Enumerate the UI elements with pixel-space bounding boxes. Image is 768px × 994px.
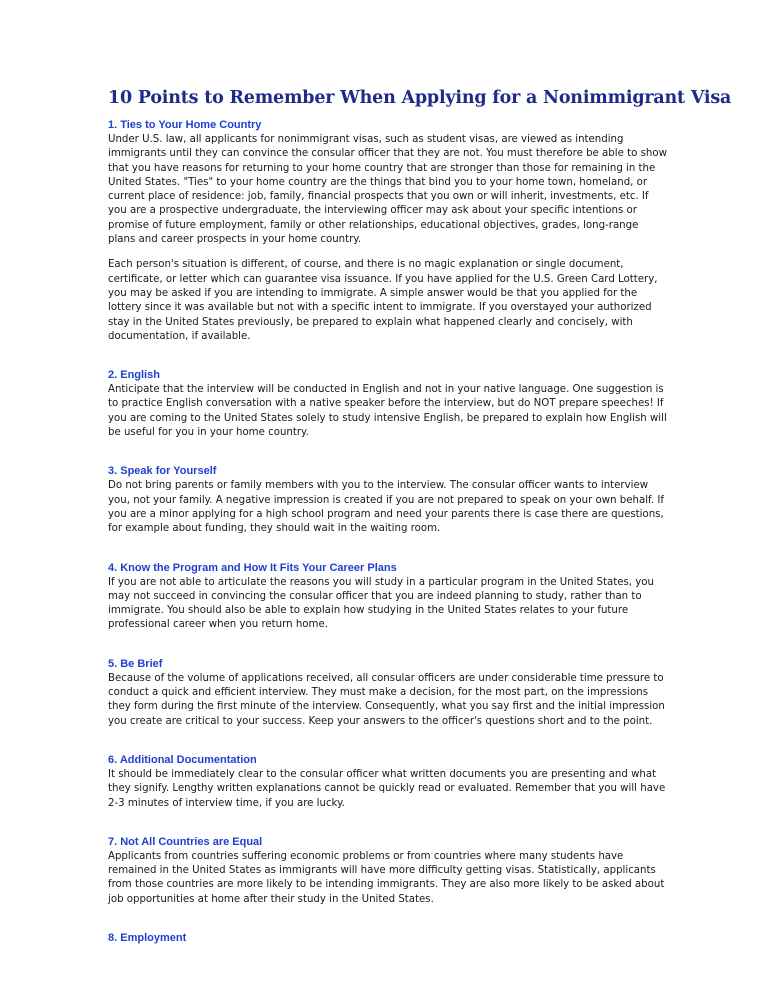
section-paragraph: Because of the volume of applications received, all consular officers are under considerable time pressure to conduct a quick and efficient interview. They must make a decision, for the most part, on the impressions they form during the first minute of the interview. Consequently, what you say first and the initial impression you create are critical to your success. Keep your answers to the officer's questions short and to the point. xyxy=(108,672,665,727)
section-spacer xyxy=(108,344,668,368)
section-be-brief xyxy=(108,657,668,729)
section-heading: 5. Be Brief xyxy=(108,657,163,670)
section-paragraph: It should be immediately clear to the consular officer what written documents you are presenting and what they signify. Lengthy written explanations cannot be quickly read or evaluated. Remember that you will have 2-3 minutes of interview time, if you are lucky. xyxy=(108,768,666,809)
section-heading: 3. Speak for Yourself xyxy=(108,465,217,478)
section-heading: 2. English xyxy=(108,369,160,382)
section-know-the-program xyxy=(108,561,668,633)
page-title: 10 Points to Remember When Applying for a Nonimmigrant Visa xyxy=(108,88,732,108)
section-heading: 4. Know the Program and How It Fits Your Career Plans xyxy=(108,561,397,574)
section-heading: 8. Employment xyxy=(108,931,187,944)
section-heading: 6. Additional Documentation xyxy=(108,753,257,766)
section-spacer xyxy=(108,729,668,753)
section-employment xyxy=(108,931,668,945)
section-spacer xyxy=(108,811,668,835)
section-spacer xyxy=(108,537,668,561)
section-paragraph: Applicants from countries suffering economic problems or from countries where many students have remained in the United States as immigrants will have more difficulty getting visas. Statistically, applicants from those countries are more likely to be intending immigrants. They are also more likely to be asked about job opportunities at home after their study in the United States. xyxy=(108,850,665,905)
section-spacer xyxy=(108,440,668,464)
section-paragraph: Each person's situation is different, of course, and there is no magic explanation or single document, certificate, or letter which can guarantee visa issuance. If you have applied for the U.S. Green Card Lottery, you may be asked if you are intending to immigrate. A simple answer would be that you applied for the lottery since it was available but not with a specific intent to immigrate. If you overstayed your authorized stay in the United States previously, be prepared to explain what happened clearly and concisely, with documentation, if available. xyxy=(108,259,658,342)
section-ties xyxy=(108,118,668,344)
section-english xyxy=(108,368,668,440)
section-paragraph: Under U.S. law, all applicants for nonimmigrant visas, such as student visas, are viewed as intending immigrants until they can convince the consular officer that they are not. You must therefore be able to show that you have reasons for returning to your home country that are stronger than those for remaining in the United States. "Ties" to your home country are the things that bind you to your home town, homeland, or current place of residence: job, family, financial prospects that you own or will inherit, investments, etc. If you are a prospective undergraduate, the interviewing officer may ask about your specific intentions or promise of future employment, family or other relationships, educational objectives, grades, long-range plans and career prospects in your home country. xyxy=(108,134,667,246)
section-heading: 7. Not All Countries are Equal xyxy=(108,835,263,848)
section-spacer xyxy=(108,633,668,657)
section-heading: 1. Ties to Your Home Country xyxy=(108,119,262,131)
section-paragraph: Do not bring parents or family members with you to the interview. The consular officer wants to interview you, not your family. A negative impression is created if you are not prepared to speak on your own behalf. If you are a minor applying for a high school program and need your parents there is case there are questions, for example about funding, they should wait in the waiting room. xyxy=(108,480,664,535)
section-paragraph: If you are not able to articulate the reasons you will study in a particular program in the United States, you may not succeed in convincing the consular officer that you are indeed planning to study, rather than to immigrate. You should also be able to explain how studying in the United States relates to your future professional career when you return home. xyxy=(108,576,654,631)
section-paragraph: Anticipate that the interview will be conducted in English and not in your native language. One suggestion is to practice English conversation with a native speaker before the interview, but do NOT prepare speeches! If you are coming to the United States solely to study intensive English, be prepared to explain how English will be useful for you in your home country. xyxy=(108,384,667,439)
section-spacer xyxy=(108,907,668,931)
section-additional-documentation xyxy=(108,753,668,811)
section-speak-for-yourself xyxy=(108,464,668,536)
section-not-all-countries-equal xyxy=(108,835,668,907)
document-content xyxy=(108,88,732,946)
